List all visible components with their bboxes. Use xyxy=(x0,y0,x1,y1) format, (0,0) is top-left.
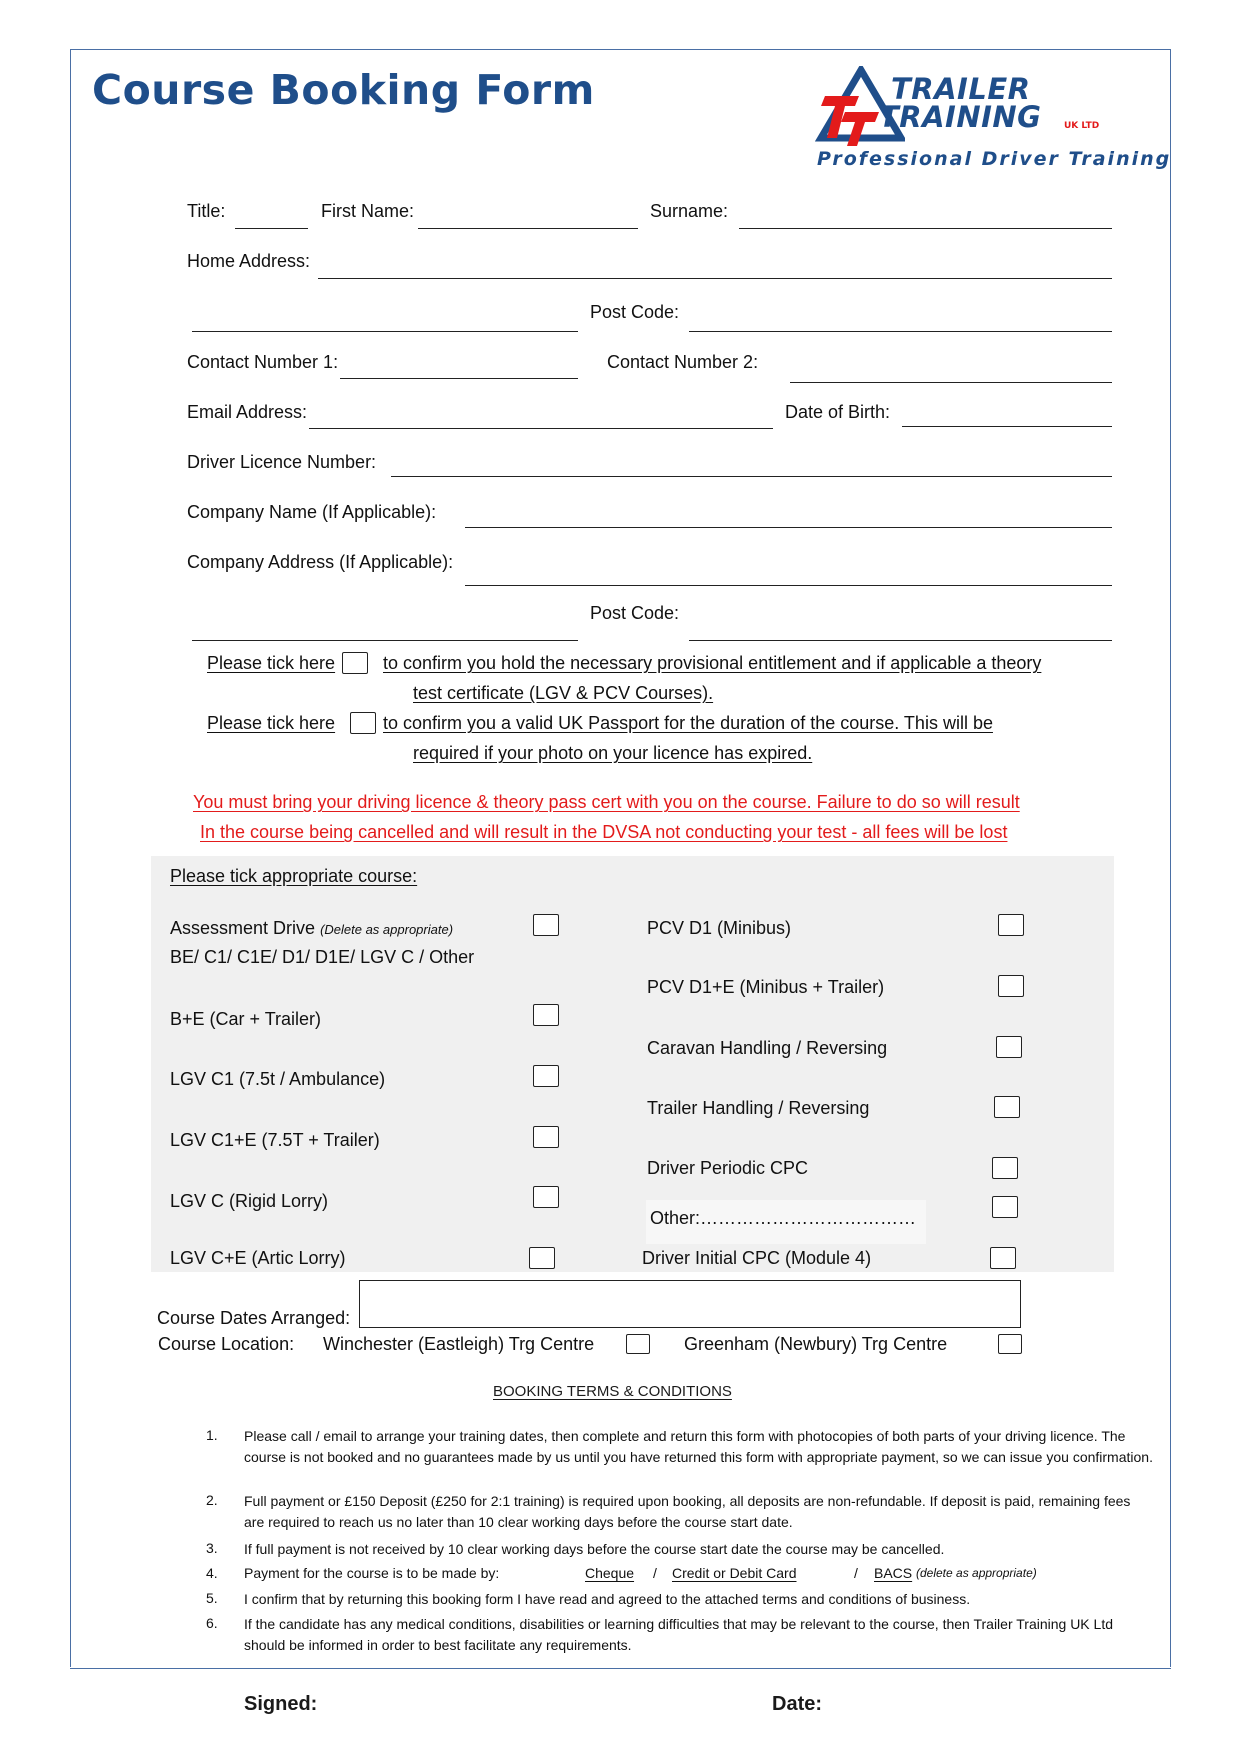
periodic-checkbox[interactable] xyxy=(992,1157,1018,1179)
terms-heading: BOOKING TERMS & CONDITIONS xyxy=(493,1383,732,1400)
course-c1e-label: LGV C1+E (7.5T + Trailer) xyxy=(170,1130,380,1150)
term-text-5: I confirm that by returning this booking form I have read and agreed to the attached terms and conditions of business. xyxy=(244,1591,971,1607)
term-number-1: 1. xyxy=(206,1427,218,1443)
company-name-label: Company Name (If Applicable): xyxy=(187,502,437,522)
company-address-line2-field[interactable] xyxy=(192,640,578,641)
licence-field[interactable] xyxy=(391,476,1112,477)
post-code2-field[interactable] xyxy=(689,640,1112,641)
other-checkbox[interactable] xyxy=(992,1196,1018,1218)
term-text-1: Please call / email to arrange your training dates, then complete and return this form with photocopies of both parts of your driving licence. The course is not booked and no guarantees made by us until you have returned this form with appropriate payment, so we can issue you confirmation. xyxy=(244,1428,1153,1465)
post-code2-label: Post Code: xyxy=(590,603,680,623)
dates-arranged-label: Course Dates Arranged: xyxy=(157,1308,351,1328)
home-address-label: Home Address: xyxy=(187,251,311,271)
dob-field[interactable] xyxy=(902,426,1112,427)
c-checkbox[interactable] xyxy=(533,1186,559,1208)
course-c-label: LGV C (Rigid Lorry) xyxy=(170,1191,329,1211)
title-field[interactable] xyxy=(235,228,308,229)
term-text-4 xyxy=(244,1565,1037,1581)
course-assessment-label xyxy=(170,918,453,939)
dob-label: Date of Birth: xyxy=(785,402,891,422)
term-number-6: 6. xyxy=(206,1615,218,1631)
contact1-label: Contact Number 1: xyxy=(187,352,339,372)
tick1-text: to confirm you hold the necessary provisional entitlement and if applicable a theory xyxy=(383,653,1042,673)
d1-checkbox[interactable] xyxy=(998,914,1024,936)
first-name-label: First Name: xyxy=(321,201,415,221)
term-text-3: If full payment is not received by 10 clear working days before the course start date the course may be cancelled. xyxy=(244,1541,945,1557)
payment-card: Credit or Debit Card xyxy=(672,1565,797,1581)
course-initial-label: Driver Initial CPC (Module 4) xyxy=(642,1248,872,1268)
company-address-field[interactable] xyxy=(465,585,1112,586)
logo-line2: TRAINING xyxy=(879,100,1042,134)
course-periodic-label: Driver Periodic CPC xyxy=(647,1158,809,1178)
trailer-checkbox[interactable] xyxy=(994,1096,1020,1118)
course-caravan-label: Caravan Handling / Reversing xyxy=(647,1038,888,1058)
course-c1-label: LGV C1 (7.5t / Ambulance) xyxy=(170,1069,386,1089)
warning-line1: You must bring your driving licence & theory pass cert with you on the course. Failure to do so will result xyxy=(193,792,1020,812)
c1e-checkbox[interactable] xyxy=(533,1126,559,1148)
payment-cheque: Cheque xyxy=(585,1565,635,1581)
payment-note: (delete as appropriate) xyxy=(916,1566,1037,1580)
ce-checkbox[interactable] xyxy=(529,1247,555,1269)
caravan-checkbox[interactable] xyxy=(996,1036,1022,1058)
email-label: Email Address: xyxy=(187,402,308,422)
initial-checkbox[interactable] xyxy=(990,1247,1016,1269)
signed-label: Signed: xyxy=(244,1693,318,1715)
term-number-4: 4. xyxy=(206,1565,218,1581)
assessment-checkbox[interactable] xyxy=(533,914,559,936)
tick1-checkbox[interactable] xyxy=(342,652,368,674)
date-label: Date: xyxy=(772,1693,823,1715)
term-number-3: 3. xyxy=(206,1540,218,1556)
winchester-checkbox[interactable] xyxy=(626,1334,650,1354)
be-checkbox[interactable] xyxy=(533,1004,559,1026)
winchester-label: Winchester (Eastleigh) Trg Centre xyxy=(323,1334,595,1354)
tick1-label: Please tick here xyxy=(207,653,336,673)
term-text-2: Full payment or £150 Deposit (£250 for 2:1 training) is required upon booking, all deposits are non-refundable. If deposit is paid, remaining fees are required to reach us no later than 10 clear working days before the course start date. xyxy=(244,1493,1131,1530)
surname-label: Surname: xyxy=(650,201,729,221)
course-other-label[interactable]: Other:……………………………… xyxy=(650,1208,917,1228)
greenham-checkbox[interactable] xyxy=(998,1334,1022,1354)
email-field[interactable] xyxy=(309,428,773,429)
post-code-field[interactable] xyxy=(689,331,1112,332)
tick2-checkbox[interactable] xyxy=(350,712,376,734)
contact2-label: Contact Number 2: xyxy=(607,352,759,372)
logo-line1: TRAILER xyxy=(891,72,1031,106)
dates-arranged-input[interactable] xyxy=(359,1280,1021,1328)
tick2-text: to confirm you a valid UK Passport for the duration of the course. This will be xyxy=(383,713,993,733)
contact1-field[interactable] xyxy=(340,378,578,379)
payment-intro: Payment for the course is to be made by: xyxy=(244,1565,500,1581)
term-number-2: 2. xyxy=(206,1492,218,1508)
greenham-label: Greenham (Newbury) Trg Centre xyxy=(684,1334,948,1354)
tick1-text2: test certificate (LGV & PCV Courses). xyxy=(413,683,714,703)
location-label: Course Location: xyxy=(158,1334,295,1354)
company-name-field[interactable] xyxy=(465,527,1112,528)
company-logo xyxy=(793,64,1172,176)
course-be-label: B+E (Car + Trailer) xyxy=(170,1009,322,1029)
logo-suffix: UK LTD xyxy=(1064,121,1100,131)
course-assessment-sub: BE/ C1/ C1E/ D1/ D1E/ LGV C / Other xyxy=(170,947,475,967)
course-d1e-label: PCV D1+E (Minibus + Trailer) xyxy=(647,977,885,997)
page-title: Course Booking Form xyxy=(92,66,595,114)
tick2-text2: required if your photo on your licence has expired. xyxy=(413,743,813,763)
payment-bacs: BACS xyxy=(874,1565,913,1581)
course-assessment-text: Assessment Drive xyxy=(170,918,316,938)
title-label: Title: xyxy=(187,201,226,221)
logo-tagline: Professional Driver Training xyxy=(817,148,1172,170)
course-trailer-label: Trailer Handling / Reversing xyxy=(647,1098,870,1118)
first-name-field[interactable] xyxy=(418,228,638,229)
payment-sep2: / xyxy=(854,1565,858,1581)
term-text-6: If the candidate has any medical conditions, disabilities or learning difficulties that may be relevant to the course, then Trailer Training UK Ltd should be informed in order to best facilitate any requirements. xyxy=(244,1616,1113,1653)
contact2-field[interactable] xyxy=(790,382,1112,383)
home-address-field[interactable] xyxy=(318,278,1112,279)
surname-field[interactable] xyxy=(739,228,1112,229)
course-heading: Please tick appropriate course: xyxy=(170,866,418,886)
licence-label: Driver Licence Number: xyxy=(187,452,377,472)
footer-divider xyxy=(70,1668,1171,1669)
post-code-label: Post Code: xyxy=(590,302,680,322)
course-ce-label: LGV C+E (Artic Lorry) xyxy=(170,1248,346,1268)
course-assessment-note: (Delete as appropriate) xyxy=(320,922,454,937)
tick2-label: Please tick here xyxy=(207,713,336,733)
c1-checkbox[interactable] xyxy=(533,1065,559,1087)
home-address-line2-field[interactable] xyxy=(192,331,578,332)
term-number-5: 5. xyxy=(206,1590,218,1606)
course-d1-label: PCV D1 (Minibus) xyxy=(647,918,792,938)
company-address-label: Company Address (If Applicable): xyxy=(187,552,454,572)
d1e-checkbox[interactable] xyxy=(998,975,1024,997)
payment-sep1: / xyxy=(653,1565,657,1581)
warning-line2: In the course being cancelled and will result in the DVSA not conducting your test - all fees will be lost xyxy=(200,822,1008,842)
